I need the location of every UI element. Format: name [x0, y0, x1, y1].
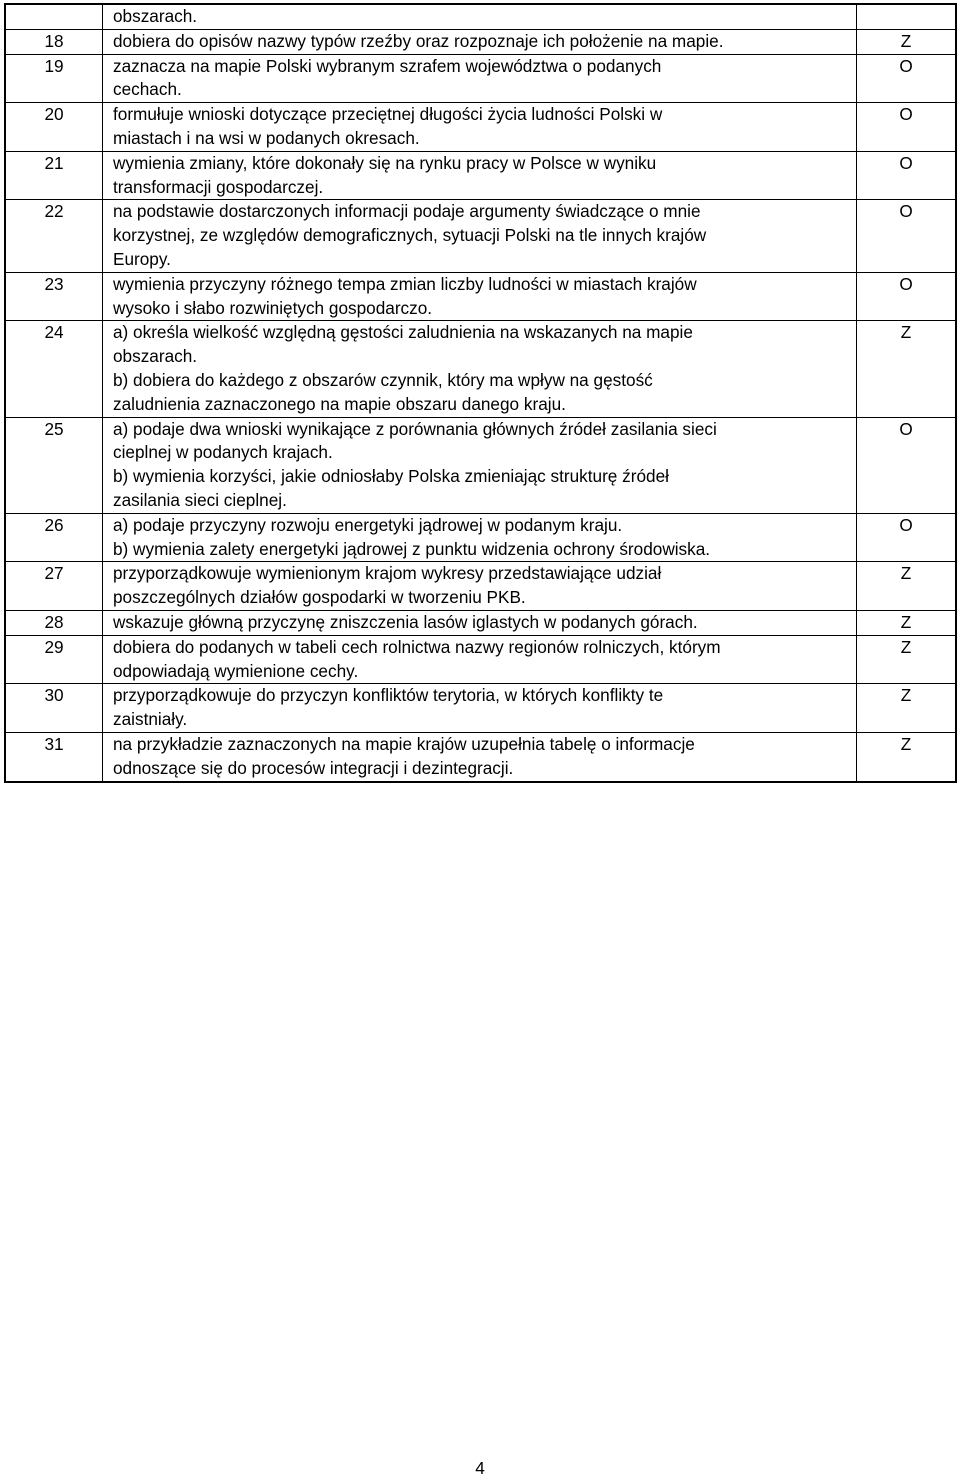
requirement-level: Z — [857, 29, 957, 54]
requirement-level: O — [857, 54, 957, 103]
requirement-level: O — [857, 513, 957, 562]
requirement-level: Z — [857, 635, 957, 684]
requirement-level: O — [857, 417, 957, 513]
requirement-line: zaludnienia zaznaczonego na mapie obszaru danego kraju. — [113, 393, 566, 414]
requirement-line: dobiera do podanych w tabeli cech rolnictwa nazwy regionów rolniczych, którym — [113, 636, 721, 657]
table-row — [5, 610, 956, 635]
requirement-description — [103, 562, 857, 611]
requirement-line: miastach i na wsi w podanych okresach. — [113, 127, 420, 148]
item-number: 29 — [5, 635, 103, 684]
requirement-line: obszarach. — [113, 346, 198, 367]
table-row — [5, 513, 956, 562]
requirement-line: b) wymienia korzyści, jakie odniosłaby Polska zmieniając strukturę źródeł — [113, 466, 669, 487]
requirement-level: Z — [857, 610, 957, 635]
table-row — [5, 635, 956, 684]
requirement-description — [103, 321, 857, 417]
requirement-description — [103, 635, 857, 684]
requirement-level — [857, 4, 957, 29]
table-body — [5, 4, 956, 782]
item-number: 26 — [5, 513, 103, 562]
requirement-description — [103, 4, 857, 29]
table-row — [5, 272, 956, 321]
requirement-line: na podstawie dostarczonych informacji podaje argumenty świadczące o mnie — [113, 201, 701, 222]
item-number: 28 — [5, 610, 103, 635]
requirement-level: O — [857, 151, 957, 200]
requirement-description — [103, 151, 857, 200]
requirement-line: b) dobiera do każdego z obszarów czynnik, który ma wpływ na gęstość — [113, 369, 653, 390]
requirement-level: O — [857, 200, 957, 272]
requirement-description — [103, 54, 857, 103]
requirement-description — [103, 513, 857, 562]
requirement-line: wymienia przyczyny różnego tempa zmian liczby ludności w miastach krajów — [113, 273, 697, 294]
table-row — [5, 29, 956, 54]
requirement-description — [103, 732, 857, 781]
item-number: 22 — [5, 200, 103, 272]
requirement-line: obszarach. — [113, 6, 198, 26]
requirement-description — [103, 200, 857, 272]
item-number: 27 — [5, 562, 103, 611]
table-row — [5, 103, 956, 152]
requirement-line: cieplnej w podanych krajach. — [113, 442, 333, 463]
table-row — [5, 151, 956, 200]
requirement-line: zaznacza na mapie Polski wybranym szrafem województwa o podanych — [113, 55, 662, 76]
table-row — [5, 4, 956, 29]
table-row — [5, 732, 956, 781]
item-number: 20 — [5, 103, 103, 152]
requirement-line: zaistniały. — [113, 709, 188, 730]
requirement-line: cechach. — [113, 79, 182, 100]
requirement-line: wysoko i słabo rozwiniętych gospodarczo. — [113, 297, 433, 318]
table-row — [5, 562, 956, 611]
table-row — [5, 54, 956, 103]
requirement-line: formułuje wnioski dotyczące przeciętnej długości życia ludności Polski w — [113, 104, 663, 125]
requirement-line: wymienia zmiany, które dokonały się na rynku pracy w Polsce w wyniku — [113, 152, 657, 173]
requirement-description — [103, 272, 857, 321]
requirement-line: a) podaje przyczyny rozwoju energetyki jądrowej w podanym kraju. — [113, 514, 623, 535]
requirement-line: przyporządkowuje wymienionym krajom wykresy przedstawiające udział — [113, 563, 662, 584]
item-number: 24 — [5, 321, 103, 417]
requirement-line: Europy. — [113, 248, 171, 269]
item-number: 25 — [5, 417, 103, 513]
table-row — [5, 417, 956, 513]
requirement-line: odnoszące się do procesów integracji i dezintegracji. — [113, 757, 514, 778]
requirement-line: a) określa wielkość względną gęstości zaludnienia na wskazanych na mapie — [113, 322, 693, 343]
requirement-level: O — [857, 103, 957, 152]
requirement-line: zasilania sieci cieplnej. — [113, 489, 287, 510]
requirement-level: Z — [857, 684, 957, 733]
item-number: 19 — [5, 54, 103, 103]
requirement-line: przyporządkowuje do przyczyn konfliktów terytoria, w których konflikty te — [113, 685, 664, 706]
item-number: 30 — [5, 684, 103, 733]
requirement-level: Z — [857, 321, 957, 417]
item-number: 18 — [5, 29, 103, 54]
requirement-description — [103, 29, 857, 54]
requirement-line: a) podaje dwa wnioski wynikające z porównania głównych źródeł zasilania sieci — [113, 418, 717, 439]
requirement-line: wskazuje główną przyczynę zniszczenia lasów iglastych w podanych górach. — [113, 611, 698, 632]
item-number: 21 — [5, 151, 103, 200]
requirement-description — [103, 103, 857, 152]
requirement-level: Z — [857, 732, 957, 781]
requirement-level: O — [857, 272, 957, 321]
requirement-line: odpowiadają wymienione cechy. — [113, 660, 359, 681]
requirements-table — [4, 3, 957, 783]
requirement-description — [103, 684, 857, 733]
requirement-line: na przykładzie zaznaczonych na mapie krajów uzupełnia tabelę o informacje — [113, 733, 695, 754]
requirement-line: korzystnej, ze względów demograficznych, sytuacji Polski na tle innych krajów — [113, 225, 707, 246]
item-number — [5, 4, 103, 29]
requirement-description — [103, 610, 857, 635]
requirement-line: dobiera do opisów nazwy typów rzeźby oraz rozpoznaje ich położenie na mapie. — [113, 30, 724, 51]
item-number: 23 — [5, 272, 103, 321]
requirement-description — [103, 417, 857, 513]
table-row — [5, 684, 956, 733]
requirement-line: transformacji gospodarczej. — [113, 176, 324, 197]
requirement-line: poszczególnych działów gospodarki w tworzeniu PKB. — [113, 587, 526, 608]
requirement-level: Z — [857, 562, 957, 611]
item-number: 31 — [5, 732, 103, 781]
requirement-line: b) wymienia zalety energetyki jądrowej z punktu widzenia ochrony środowiska. — [113, 538, 711, 559]
page-number: 4 — [475, 1458, 485, 1478]
table-row — [5, 321, 956, 417]
table-row — [5, 200, 956, 272]
